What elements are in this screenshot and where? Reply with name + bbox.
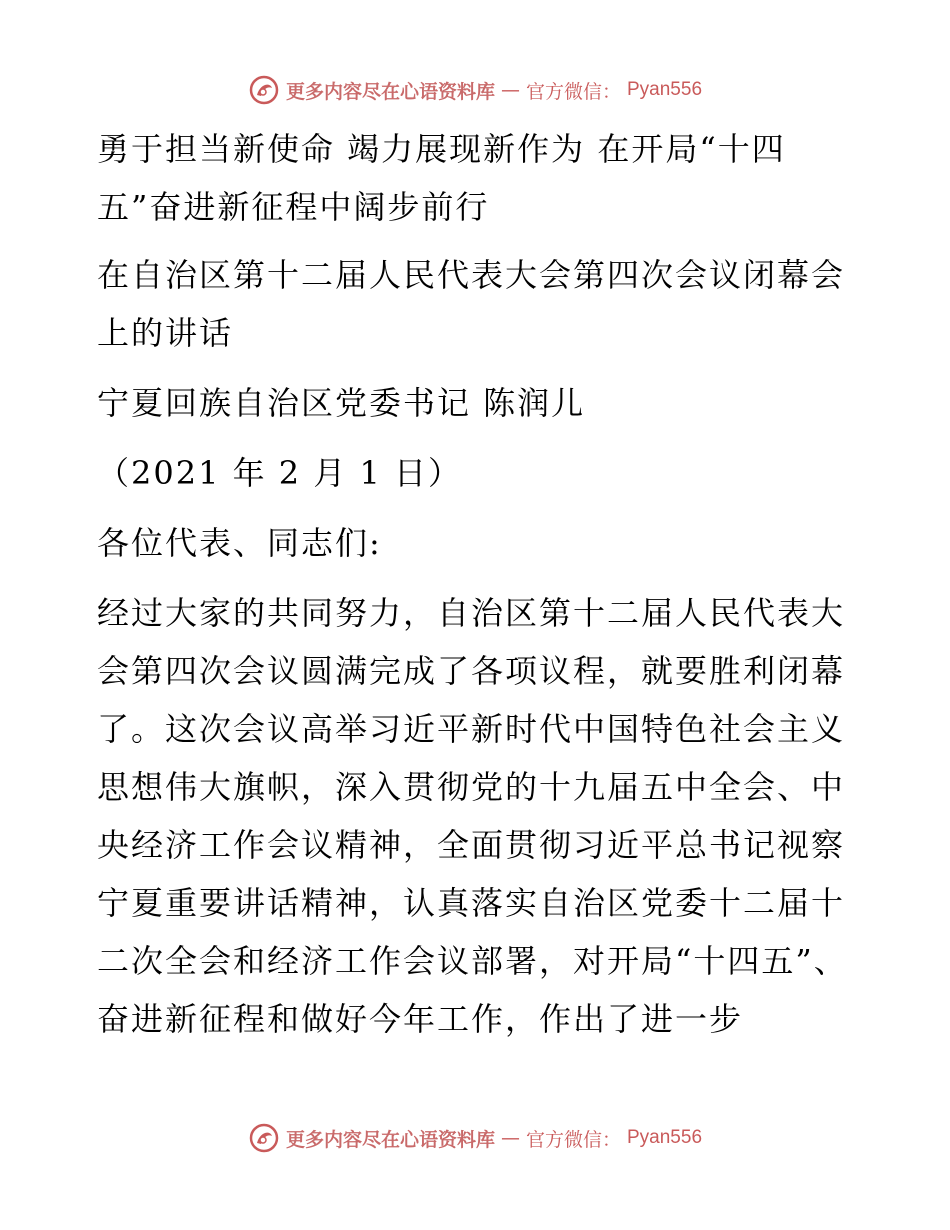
watermark-brand: 更多内容尽在心语资料库 (285, 80, 495, 103)
watermark-brand: 更多内容尽在心语资料库 (285, 1128, 495, 1151)
watermark-separator: — (500, 1127, 520, 1149)
watermark-label: 官方微信： (525, 80, 621, 103)
document-paragraph: 经过大家的共同努力，自治区第十二届人民代表大会第四次会议圆满完成了各项议程，就要胜利闭幕了。这次会议高举习近平新时代中国特色社会主义思想伟大旗帜，深入贯彻党的十九届五中全会、中央经济工作会议精神，全面贯彻习近平总书记视察宁夏重要讲话精神，认真落实自治区党委十二届十二次全会和经济工作会议部署，对开局“十四五”、奋进新征程和做好今年工作，作出了进一步 (97, 594, 848, 1038)
document-title: 勇于担当新使命 竭力展现新作为 在开局“十四五”奋进新征程中阔步前行 (97, 130, 786, 226)
footer-watermark (0, 1118, 950, 1158)
document-subtitle: 在自治区第十二届人民代表大会第四次会议闭幕会上的讲话 (97, 256, 846, 352)
document-salutation: 各位代表、同志们: (97, 524, 382, 562)
watermark-separator: — (500, 79, 520, 101)
watermark-label: 官方微信： (525, 1128, 621, 1151)
document-date: （2021 年 2 月 1 日） (97, 454, 463, 492)
header-watermark (0, 70, 950, 110)
swirl-logo-icon (248, 74, 280, 106)
swirl-logo-icon (248, 1122, 280, 1154)
document-body (97, 120, 857, 1048)
watermark-wechat-id: Pyan556 (627, 1127, 703, 1148)
watermark-wechat-id: Pyan556 (627, 79, 703, 100)
document-speaker: 宁夏回族自治区党委书记 陈润儿 (97, 384, 586, 422)
